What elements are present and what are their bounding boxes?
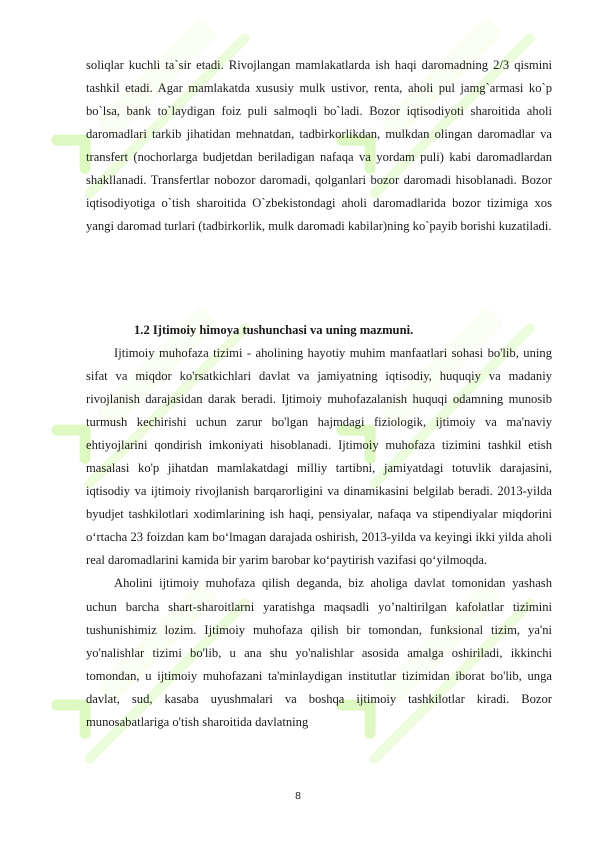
section-body (86, 342, 552, 734)
page-number: 8 (295, 790, 301, 802)
intro-paragraph: soliqlar kuchli ta`sir etadi. Rivojlangan mamlakatlarda ish haqi daromadning 2/3 qismini tashkil etadi. Agar mamlakatda xususiy mulk ustivor, renta, aholi pul jamg`armasi ko`p bo`lsa, bank to`laydigan foiz puli salmoqli bo`ladi. Bozor iqtisodiyoti sharoitida aholi daromadlari tarkib jihatidan mehnatdan, tadbirkorlikdan, mulkdan olingan daromadlar va transfert (nochorlarga budjetdan beriladigan nafaqa va yordam puli) kabi daromadlardan shakllanadi. Transfertlar nobozor daromadi, qolganlari bozor daromadi hisoblanadi. Bozor iqtisodiyotiga o`tish sharoitida O`zbekistondagi aholi daromadlarida bozor tizimiga xos yangi daromad turlari (tadbirkorlik, mulk daromadi kabilar)ning ko`payib borishi kuzatiladi. (86, 58, 552, 234)
intro-text (86, 54, 552, 238)
body-paragraph-1: Ijtimoiy muhofaza tizimi - aholining hayotiy muhim manfaatlari sohasi bo'lib, uning sifat va miqdor ko'rsatkichlari davlat va jamiyatning iqtisodiy, huquqiy va madaniy rivojlanish darajasidan darak beradi. Ijtimoiy muhofazalanish huquqi odamning munosib turmush kechirishi uchun zarur bo'lgan hajmdagi fiziologik, ijtimoiy va ma'naviy ehtiyojlarini qondirish imkoniyati hisoblanadi. Ijtimoiy muhofaza tizimini tashkil etish masalasi ko'p jihatdan mamlakatdagi milliy tartibni, jamiyatdagi totuvlik darajasini, iqtisodiy va ijtimoiy rivojlanish barqarorligini va dinamikasini belgilab beradi. 2013-yilda byudjet tashkilotlari xodimlarining ish haqi, pensiyalar, nafaqa va stipendiyalar miqdorini o‘rtacha 23 foizdan kam bo‘lmagan darajada oshirish, 2013-yilda va keyingi ikki yilda aholi real daromadlarini kamida bir yarim barobar ko‘paytirish vazifasi qo‘yilmoqda. (86, 346, 552, 568)
body-paragraph-2: Aholini ijtimoiy muhofaza qilish deganda, biz aholiga davlat tomonidan yashash uchun barcha shart-sharoitlarni yaratishga maqsadli yo’naltirilgan kafolatlar tizimini tushunishimiz lozim. Ijtimoiy muhofaza qilish bir tomondan, funksional tizim, ya'ni yo'nalishlar tizimi bo'lib, u ana shu yo'nalishlar asosida amalga oshiriladi, ikkinchi tomondan, u ijtimoiy muhofazani ta'minlaydigan institutlar tizimidan iborat bo'lib, unga davlat, sud, kasaba uyushmalari va boshqa ijtimoiy tashkilotlar kiradi. Bozor munosabatlariga o'tish sharoitida davlatning (86, 576, 552, 729)
section-heading: 1.2 Ijtimoiy himoya tushunchasi va uning mazmuni. (134, 323, 414, 337)
